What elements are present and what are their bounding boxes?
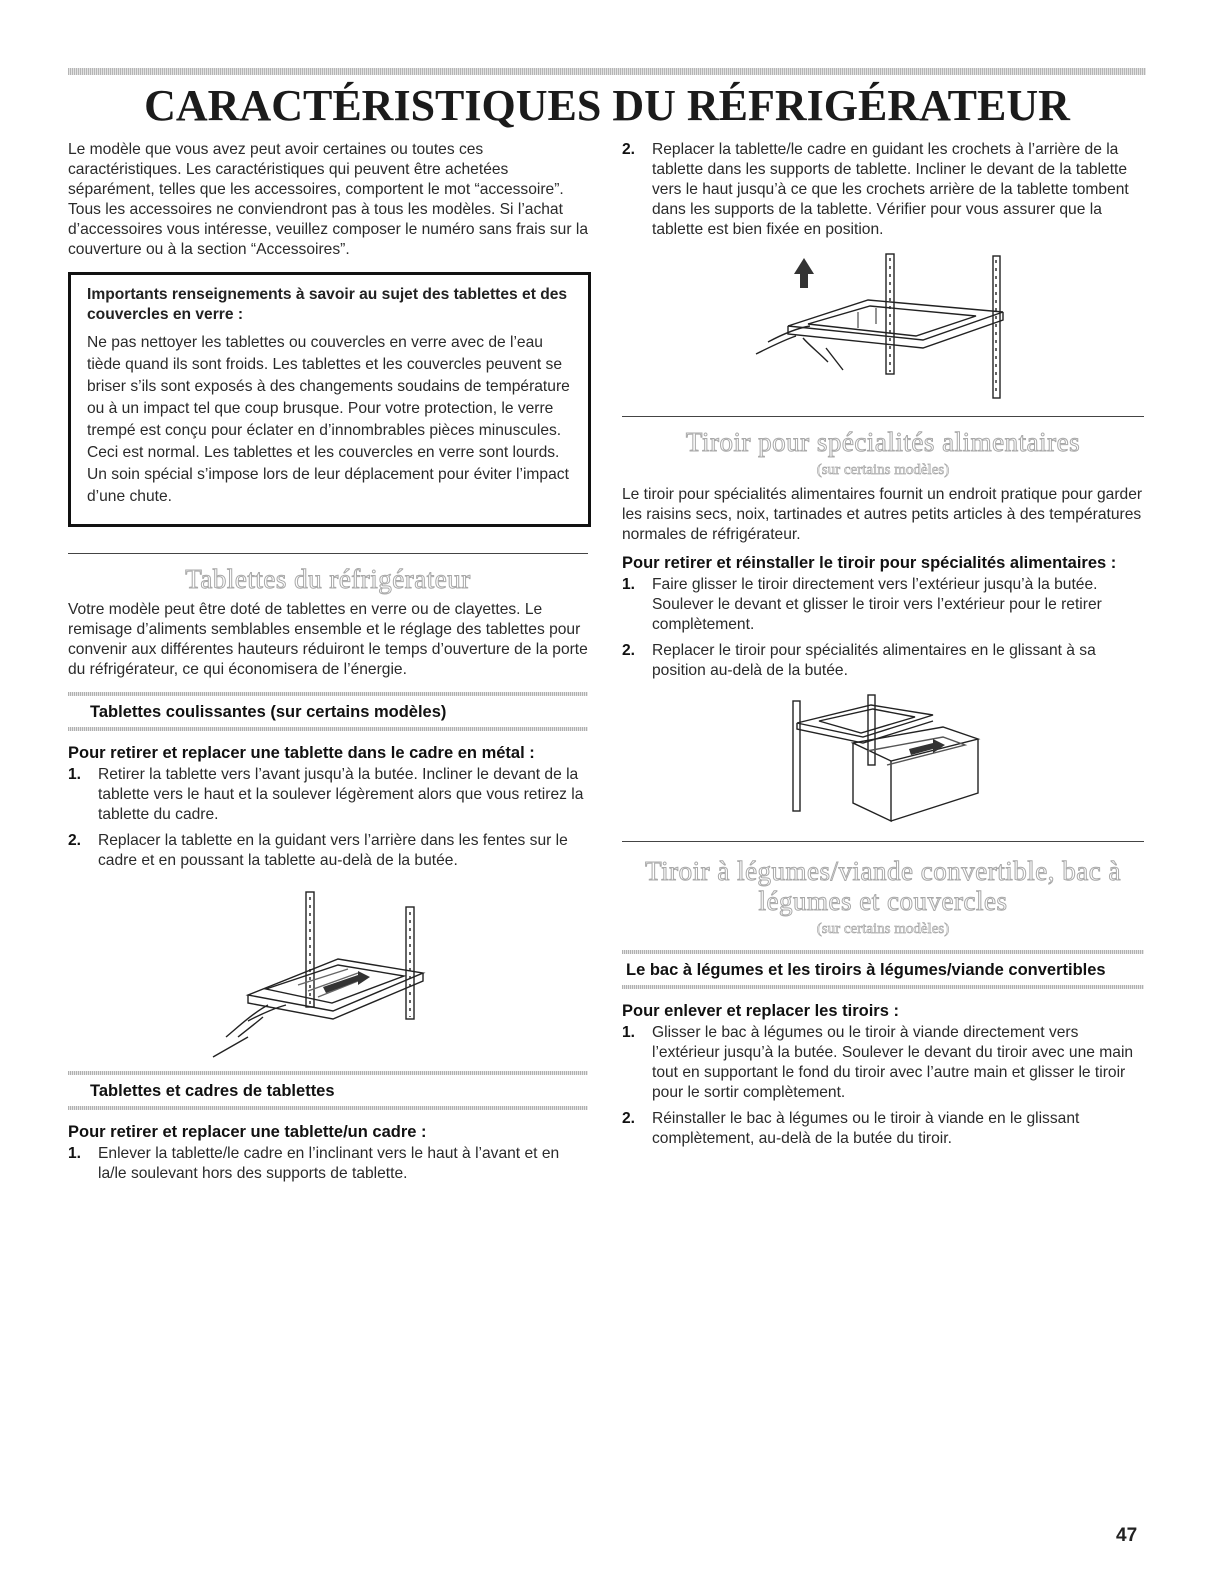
subheading-sliding-shelves: Tablettes coulissantes (sur certains modèles) (90, 703, 447, 721)
section-subtitle-specialty-drawer: (sur certains modèles) (816, 462, 950, 478)
list-item: 2. Replacer la tablette/le cadre en guidant les crochets à l’arrière de la tablette dans les supports de tablette. Incliner le devant de la tablette vers le haut jusqu’à ce que les crochets arrière de la tablette tombent dans les supports de la tablette. Vérifier pour vous assurer que la tablette est bien fixée en position. (622, 141, 1129, 238)
section-title-crisper-line1: Tiroir à légumes/viande convertible, bac à (645, 856, 1121, 886)
section-subtitle-crisper: (sur certains modèles) (816, 921, 950, 937)
dotted-rule (622, 950, 1144, 954)
procedure-heading-specialty-drawer: Pour retirer et réinstaller le tiroir pour spécialités alimentaires : (622, 554, 1117, 572)
list-item: 2. Réinstaller le bac à légumes ou le tiroir à viande en le glissant complètement, au-delà de la butée du tiroir. (622, 1110, 1080, 1147)
page-number: 47 (1116, 1525, 1138, 1546)
specialty-drawer-paragraph: Le tiroir pour spécialités alimentaires fournit un endroit pratique pour garder les raisins secs, noix, tartinades et autres petits articles à des températures normales de réfrigérateur. (622, 486, 1143, 543)
list-item: 1. Faire glisser le tiroir directement vers l’extérieur jusqu’à la butée. Soulever le devant et glisser le tiroir vers l’extérieur pour le retirer complètement. (622, 576, 1102, 633)
glass-warning-box (68, 272, 591, 527)
section-rule (622, 841, 1144, 842)
section-title-shelves: Tablettes du réfrigérateur (185, 564, 471, 594)
list-item: 2. Replacer le tiroir pour spécialités alimentaires en le glissant à sa position au-delà de la butée. (622, 642, 1096, 679)
procedure-heading-shelf-frame: Pour retirer et replacer une tablette/un cadre : (68, 1123, 427, 1141)
shelves-paragraph: Votre modèle peut être doté de tablettes en verre ou de clayettes. Le remisage d’aliments semblables ensemble et le réglage des tablettes pour convenir aux différentes hauteurs réduiront le temps d’ouverture de la porte du réfrigérateur, ce qui économisera de l’énergie. (68, 601, 588, 678)
section-rule (68, 553, 588, 554)
specialty-drawer-illustration (783, 693, 983, 833)
left-column (68, 140, 588, 1184)
subheading-shelves-frames: Tablettes et cadres de tablettes (90, 1082, 335, 1100)
procedure-heading-metal-frame: Pour retirer et replacer une tablette dans le cadre en métal : (68, 744, 535, 762)
dotted-rule (68, 727, 588, 731)
dotted-rule (68, 692, 588, 696)
section-title-specialty-drawer: Tiroir pour spécialités alimentaires (685, 427, 1081, 457)
section-title-crisper-line2: légumes et couvercles (758, 886, 1008, 916)
list-item: 1. Retirer la tablette vers l’avant jusqu’à la butée. Incliner le devant de la tablette vers le haut et la soulever légèrement alors que vous retirez la tablette du cadre. (68, 766, 584, 823)
shelf-frame-steps-right (622, 140, 1144, 240)
dotted-rule (622, 985, 1144, 989)
shelf-frame-steps-left (68, 1144, 588, 1184)
procedure-heading-drawers: Pour enlever et replacer les tiroirs : (622, 1002, 899, 1020)
dotted-rule (68, 1071, 588, 1075)
list-item: 2. Replacer la tablette en la guidant vers l’arrière dans les fentes sur le cadre et en poussant la tablette au-delà de la butée. (68, 832, 568, 869)
shelf-frame-illustration (748, 252, 1018, 402)
dotted-rule (68, 1106, 588, 1110)
glass-warning-heading: Importants renseignements à savoir au sujet des tablettes et des couvercles en verre : (87, 286, 568, 323)
crisper-drawer-steps (622, 1023, 1144, 1149)
sliding-shelf-steps (68, 765, 588, 871)
section-rule (622, 416, 1144, 417)
specialty-drawer-steps (622, 575, 1144, 681)
right-column (622, 140, 1144, 1149)
page-title: CARACTÉRISTIQUES DU RÉFRIGÉRATEUR (144, 81, 1070, 130)
top-dotted-rule (68, 68, 1146, 75)
subheading-crisper-drawers: Le bac à légumes et les tiroirs à légumes/viande convertibles (626, 961, 1106, 979)
intro-paragraph: Le modèle que vous avez peut avoir certaines ou toutes ces caractéristiques. Les caractéristiques qui peuvent être achetées séparément, telles que les accessoires, comportent le mot “accessoire”. Tous les accessoires ne conviendront pas à tous les modèles. Si l’achat d’accessoires vous intéresse, veuillez composer le numéro sans frais sur la couverture ou à la section “Accessoires”. (68, 141, 589, 258)
glass-warning-text: Ne pas nettoyer les tablettes ou couvercles en verre avec de l’eau tiède quand ils sont froids. Les tablettes et les couvercles peuvent se briser s’ils sont exposés à des changements soudains de température ou à un impact tel que coup brusque. Pour votre protection, le verre trempé est conçu pour éclater en d’innombrables pièces minuscules. Ceci est normal. Les tablettes et les couvercles en verre sont lourds. Un soin spécial s’impose lors de leur déplacement pour éviter l’impact d’une chute. (87, 334, 570, 505)
sliding-shelf-illustration (208, 887, 448, 1067)
list-item: 1. Glisser le bac à légumes ou le tiroir à viande directement vers l’extérieur jusqu’à la butée. Soulever le devant du tiroir avec une main tout en supportant le fond du tiroir avec l’autre main et glisser le tiroir pour le sortir complètement. (622, 1024, 1134, 1101)
list-item: 1. Enlever la tablette/le cadre en l’inclinant vers le haut à l’avant et en la/le soulevant hors des supports de tablette. (68, 1145, 560, 1182)
